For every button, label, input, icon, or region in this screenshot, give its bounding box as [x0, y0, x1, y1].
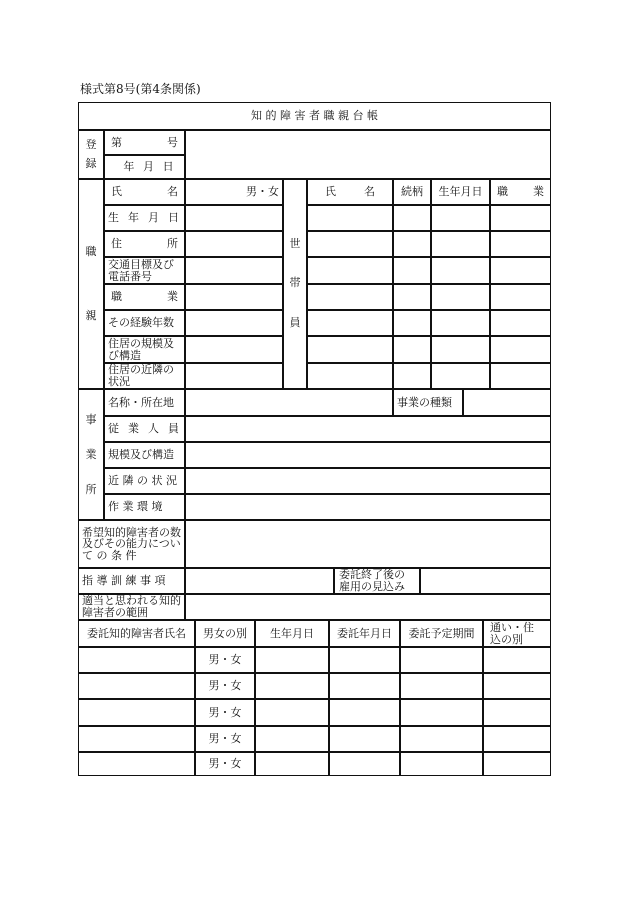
household-cell[interactable] [393, 363, 431, 389]
entrusted-date-cell[interactable] [329, 673, 400, 699]
entrusted-date-cell[interactable] [329, 647, 400, 673]
household-cell[interactable] [431, 231, 490, 257]
entrusted-name-cell[interactable] [78, 647, 195, 673]
household-cell[interactable] [393, 310, 431, 336]
entrusted-name-cell[interactable] [78, 699, 195, 726]
business-scale-label: 規模及び構造 [104, 442, 185, 468]
entrusted-sex-cell[interactable]: 男・女 [195, 699, 255, 726]
after-term-field[interactable] [420, 568, 551, 594]
household-cell[interactable] [490, 284, 551, 310]
entrusted-commute-cell[interactable] [483, 726, 551, 752]
house-size-field[interactable] [185, 336, 283, 363]
entrusted-birth-cell[interactable] [255, 647, 329, 673]
household-cell[interactable] [431, 257, 490, 284]
household-job-header: 職 業 [490, 179, 551, 205]
business-staff-field[interactable] [185, 416, 551, 442]
house-neighbors-label: 住居の近隣の状況 [104, 363, 185, 389]
entrusted-date-cell[interactable] [329, 726, 400, 752]
guidance-label: 指 導 訓 練 事 項 [78, 568, 185, 594]
guidance-field[interactable] [185, 568, 334, 594]
entrusted-period-header: 委託予定期間 [400, 620, 483, 647]
registration-number-field[interactable]: 第 号 [104, 130, 185, 155]
household-cell[interactable] [307, 205, 393, 231]
household-relation-header: 続柄 [393, 179, 431, 205]
entrusted-period-cell[interactable] [400, 647, 483, 673]
entrusted-date-cell[interactable] [329, 752, 400, 776]
entrusted-birth-cell[interactable] [255, 726, 329, 752]
household-cell[interactable] [307, 284, 393, 310]
registry-form [79, 103, 551, 776]
registration-date-field[interactable]: 年 月 日 [104, 155, 185, 179]
business-staff-label: 従 業 人 員 [104, 416, 185, 442]
owner-birth-label: 生 年 月 日 [104, 205, 185, 231]
entrusted-period-cell[interactable] [400, 699, 483, 726]
entrusted-date-header: 委託年月日 [329, 620, 400, 647]
owner-transport-label: 交通目標及び電話番号 [104, 257, 185, 284]
household-cell[interactable] [393, 336, 431, 363]
household-cell[interactable] [307, 257, 393, 284]
entrusted-birth-header: 生年月日 [255, 620, 329, 647]
form-number-label: 様式第8号(第4条関係) [80, 82, 201, 96]
business-environment-label: 作 業 環 境 [104, 494, 185, 520]
entrusted-sex-cell[interactable]: 男・女 [195, 647, 255, 673]
entrusted-commute-cell[interactable] [483, 673, 551, 699]
household-birth-header: 生年月日 [431, 179, 490, 205]
business-neighbors-label: 近 隣 の 状 況 [104, 468, 185, 494]
household-cell[interactable] [490, 205, 551, 231]
household-cell[interactable] [393, 284, 431, 310]
scope-field[interactable] [185, 594, 551, 620]
registration-section-label: 登 録 [78, 130, 104, 179]
entrusted-name-cell[interactable] [78, 752, 195, 776]
house-neighbors-field[interactable] [185, 363, 283, 389]
entrusted-birth-cell[interactable] [255, 752, 329, 776]
house-size-label: 住居の規模及び構造 [104, 336, 185, 363]
household-cell[interactable] [307, 336, 393, 363]
entrusted-period-cell[interactable] [400, 726, 483, 752]
household-cell[interactable] [490, 336, 551, 363]
owner-experience-field[interactable] [185, 310, 283, 336]
household-cell[interactable] [490, 310, 551, 336]
household-cell[interactable] [393, 257, 431, 284]
wish-conditions-label: 希望知的障害者の数及びその能力について の 条 件 [78, 520, 185, 568]
household-cell[interactable] [490, 257, 551, 284]
owner-job-label: 職 業 [104, 284, 185, 310]
business-environment-field[interactable] [185, 494, 551, 520]
business-name-field[interactable] [185, 389, 393, 416]
business-name-label: 名称・所在地 [104, 389, 185, 416]
registration-blank [185, 130, 551, 179]
entrusted-birth-cell[interactable] [255, 673, 329, 699]
household-cell[interactable] [490, 363, 551, 389]
entrusted-commute-cell[interactable] [483, 647, 551, 673]
owner-experience-label: その経験年数 [104, 310, 185, 336]
household-name-header: 氏 名 [307, 179, 393, 205]
entrusted-name-header: 委託知的障害者氏名 [78, 620, 195, 647]
entrusted-sex-cell[interactable]: 男・女 [195, 752, 255, 776]
entrusted-date-cell[interactable] [329, 699, 400, 726]
household-cell[interactable] [307, 231, 393, 257]
business-neighbors-field[interactable] [185, 468, 551, 494]
household-cell[interactable] [307, 363, 393, 389]
household-cell[interactable] [431, 336, 490, 363]
owner-sex-field[interactable]: 男・女 [185, 179, 283, 205]
shokushin-section-label: 職 親 [78, 179, 104, 389]
after-term-label: 委託終了後の雇用の見込み [334, 568, 420, 594]
entrusted-birth-cell[interactable] [255, 699, 329, 726]
owner-address-field[interactable] [185, 231, 283, 257]
owner-job-field[interactable] [185, 284, 283, 310]
household-cell[interactable] [431, 205, 490, 231]
entrusted-period-cell[interactable] [400, 673, 483, 699]
wish-conditions-field[interactable] [185, 520, 551, 568]
entrusted-commute-cell[interactable] [483, 752, 551, 776]
owner-birth-field[interactable] [185, 205, 283, 231]
business-type-field[interactable] [463, 389, 551, 416]
household-cell[interactable] [393, 231, 431, 257]
entrusted-sex-cell[interactable]: 男・女 [195, 673, 255, 699]
owner-transport-field[interactable] [185, 257, 283, 284]
household-cell[interactable] [431, 363, 490, 389]
entrusted-period-cell[interactable] [400, 752, 483, 776]
household-cell[interactable] [393, 205, 431, 231]
household-cell[interactable] [431, 284, 490, 310]
entrusted-name-cell[interactable] [78, 726, 195, 752]
household-cell[interactable] [307, 310, 393, 336]
entrusted-sex-header: 男女の別 [195, 620, 255, 647]
form-title: 知 的 障 害 者 職 親 台 帳 [78, 102, 551, 130]
business-type-label: 事業の種類 [393, 389, 463, 416]
household-section-label: 世 帯 員 [283, 179, 307, 389]
scope-label: 適当と思われる知的障害者の範囲 [78, 594, 185, 620]
household-cell[interactable] [431, 310, 490, 336]
owner-address-label: 住 所 [104, 231, 185, 257]
entrusted-commute-cell[interactable] [483, 699, 551, 726]
business-section-label: 事 業 所 [78, 389, 104, 520]
household-cell[interactable] [490, 231, 551, 257]
owner-name-label: 氏 名 [104, 179, 185, 205]
entrusted-commute-header: 通い・住込の別 [483, 620, 551, 647]
entrusted-name-cell[interactable] [78, 673, 195, 699]
business-scale-field[interactable] [185, 442, 551, 468]
entrusted-sex-cell[interactable]: 男・女 [195, 726, 255, 752]
